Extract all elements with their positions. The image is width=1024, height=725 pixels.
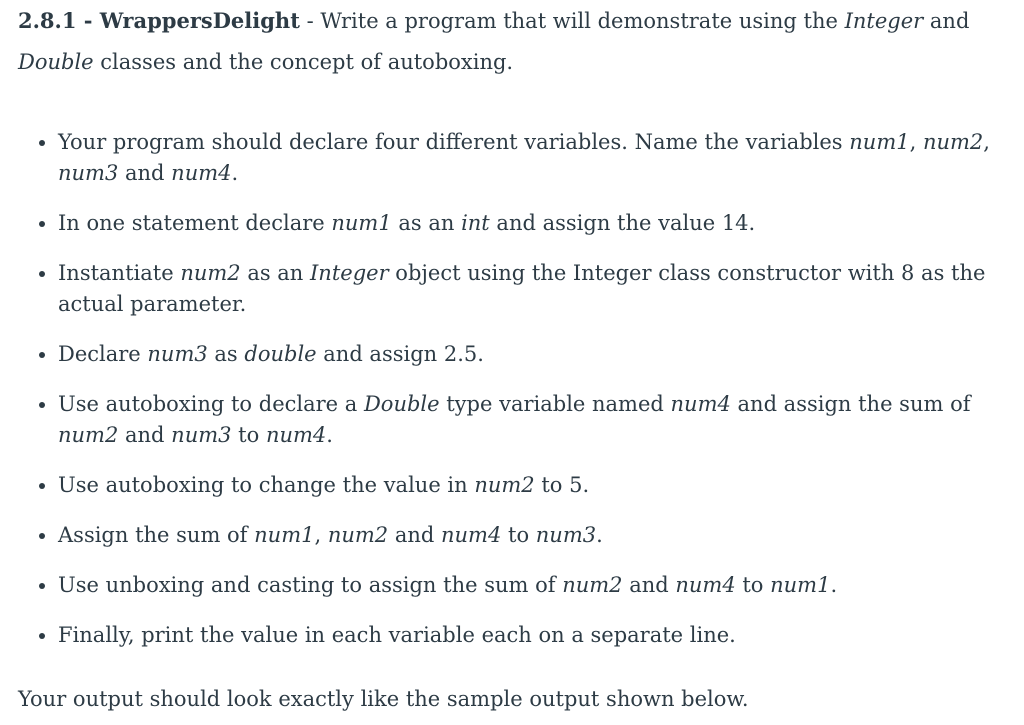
variable-name: num2 <box>562 573 623 597</box>
task-item <box>58 470 1008 501</box>
variable-name: num2 <box>180 261 241 285</box>
variable-name: num1 <box>254 523 315 547</box>
assignment-title: 2.8.1 - WrappersDelight <box>18 8 300 33</box>
task-item <box>58 208 1008 239</box>
task-item <box>58 339 1008 370</box>
task-text: to 5. <box>534 473 590 497</box>
type-name: double <box>244 342 317 366</box>
task-text: and assign 2.5. <box>316 342 484 366</box>
task-text: to <box>735 573 771 597</box>
intro-emphasis: Integer <box>844 9 924 33</box>
task-text: type variable named <box>439 392 671 416</box>
task-text: Use autoboxing to change the value in <box>58 473 475 497</box>
task-item <box>58 520 1008 551</box>
variable-name: num2 <box>922 130 984 154</box>
task-text: Assign the sum of <box>58 523 255 547</box>
intro-emphasis: Double <box>18 50 94 74</box>
task-text: Declare <box>58 342 148 366</box>
task-text: and assign the value 14. <box>489 211 756 235</box>
task-text: . <box>830 573 838 597</box>
task-text: , <box>983 130 990 154</box>
variable-name: num4 <box>265 423 327 447</box>
task-text: object using the Integer class constructor with 8 as the actual parameter. <box>58 261 986 316</box>
variable-name: num2 <box>474 473 535 497</box>
task-text: as <box>207 342 245 366</box>
task-text: and <box>622 573 676 597</box>
task-text: , <box>909 130 923 154</box>
task-item <box>58 620 1008 651</box>
variable-name: num4 <box>670 392 731 416</box>
variable-name: num1 <box>849 130 910 154</box>
variable-name: num3 <box>535 523 597 547</box>
type-name: int <box>461 211 490 235</box>
task-item <box>58 389 1008 451</box>
variable-name: num4 <box>441 523 502 547</box>
task-list <box>18 127 1008 651</box>
task-text: In one statement declare <box>58 211 332 235</box>
task-text: to <box>231 423 266 447</box>
variable-name: num2 <box>58 423 119 447</box>
output-instruction: Your output should look exactly like the sample output shown below. <box>18 687 749 711</box>
task-text: to <box>501 523 536 547</box>
task-text: Finally, print the value in each variable each on a separate line. <box>58 623 736 647</box>
variable-name: num1 <box>770 573 831 597</box>
variable-name: num4 <box>171 161 232 185</box>
type-name: Integer <box>310 261 389 285</box>
intro-separator: - <box>299 9 321 33</box>
task-item <box>58 258 1008 320</box>
task-text: . <box>596 523 603 547</box>
task-text: , <box>314 523 328 547</box>
task-text: as an <box>240 261 311 285</box>
variable-name: num1 <box>331 211 392 235</box>
task-text: and <box>388 523 441 547</box>
task-text: and <box>118 161 172 185</box>
task-text: as an <box>391 211 462 235</box>
variable-name: num2 <box>327 523 389 547</box>
task-text: . <box>326 423 333 447</box>
task-text: Instantiate <box>58 261 181 285</box>
assignment-intro <box>18 0 1008 83</box>
type-name: Double <box>363 392 440 416</box>
intro-text: and <box>923 9 970 33</box>
variable-name: num3 <box>58 161 119 185</box>
variable-name: num4 <box>675 573 736 597</box>
task-text: and assign the sum of <box>730 392 971 416</box>
variable-name: num3 <box>171 423 232 447</box>
intro-text: Write a program that will demonstrate using the <box>320 9 845 33</box>
task-text: Use autoboxing to declare a <box>58 392 364 416</box>
task-item <box>58 127 1008 189</box>
task-text: and <box>118 423 172 447</box>
task-text: . <box>231 161 239 185</box>
task-text: Use unboxing and casting to assign the sum of <box>58 573 563 597</box>
task-text: Your program should declare four different variables. Name the variables <box>58 130 850 154</box>
task-item <box>58 570 1008 601</box>
variable-name: num3 <box>147 342 208 366</box>
intro-text: classes and the concept of autoboxing. <box>93 50 514 74</box>
